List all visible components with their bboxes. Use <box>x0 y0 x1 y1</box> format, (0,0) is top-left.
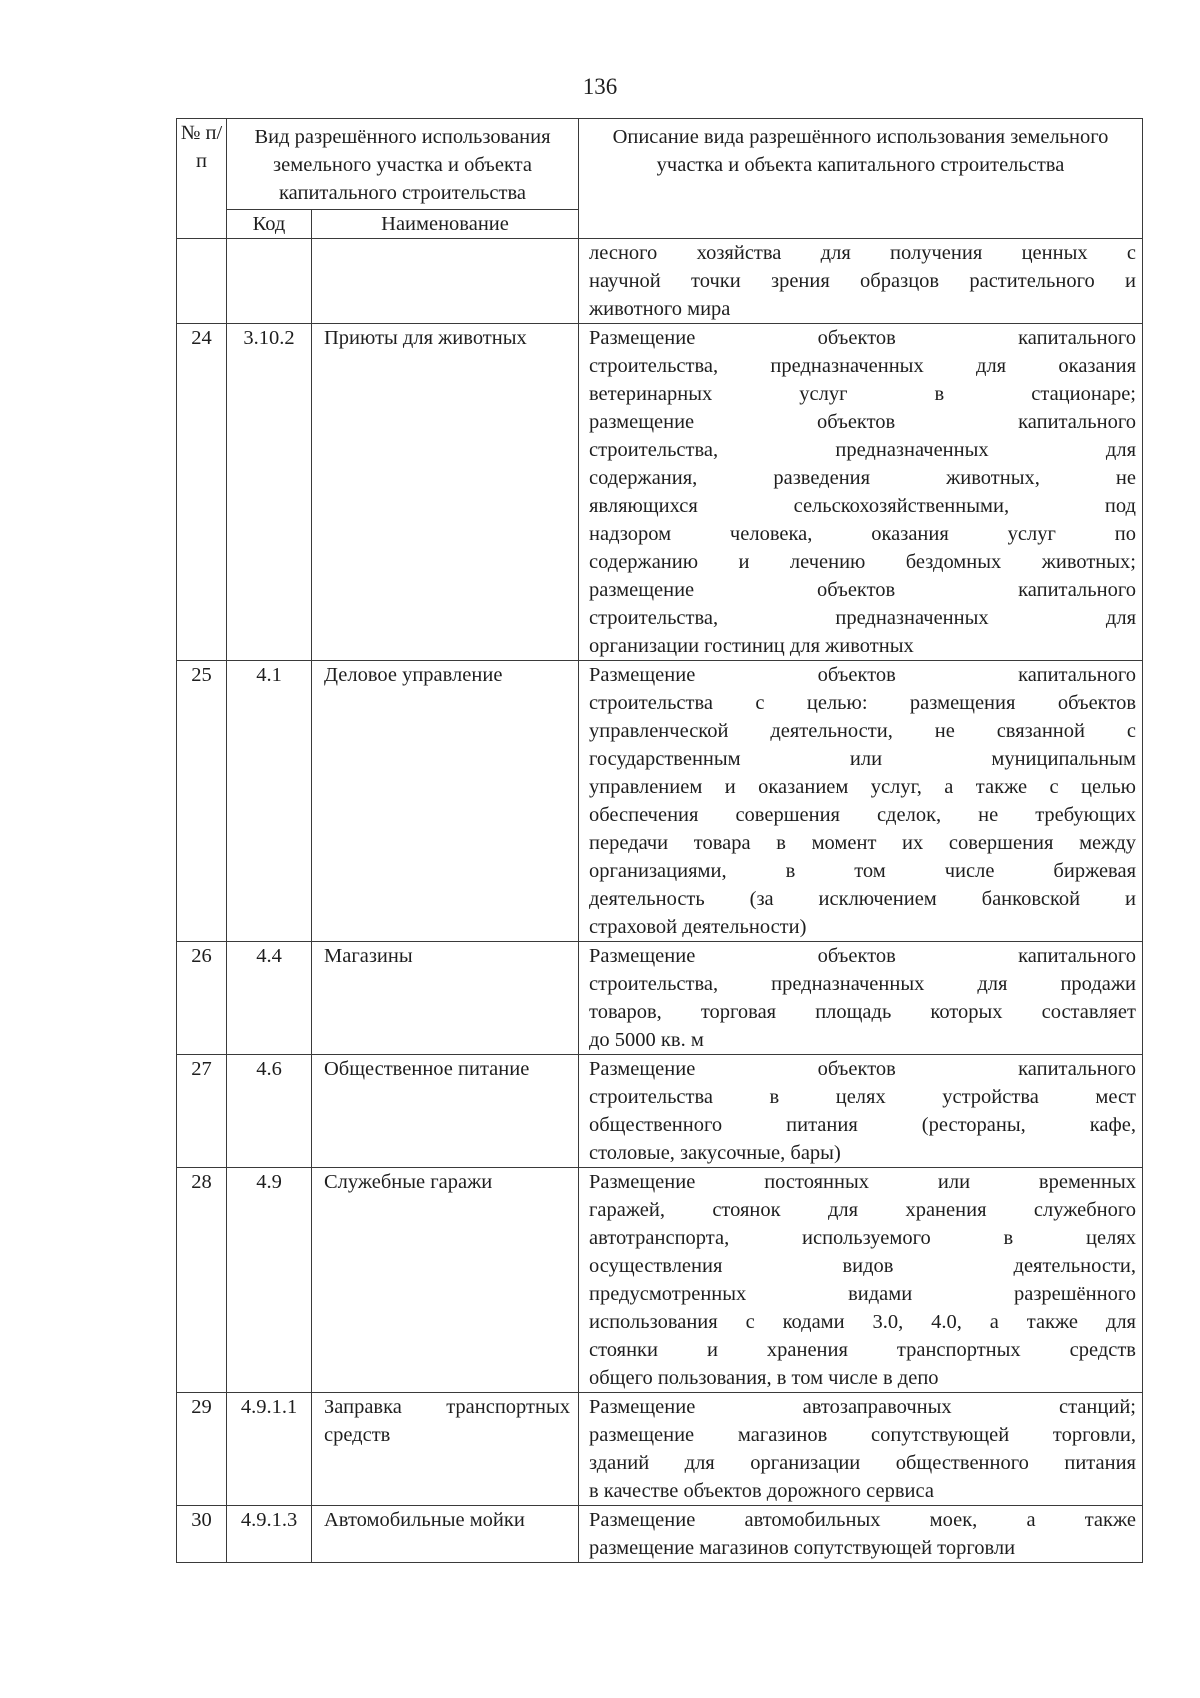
row-name-line: Автомобильные мойки <box>324 1509 525 1531</box>
row-description-line: Размещение объектов капитального <box>589 945 1136 967</box>
row-name <box>312 239 579 324</box>
row-description-line: строительства, предназначенных для оказания <box>589 355 1136 377</box>
row-description-line: страховой деятельности) <box>589 916 807 938</box>
row-description-line: строительства с целью: размещения объектов <box>589 692 1136 714</box>
row-name-line: Магазины <box>324 945 413 967</box>
row-name <box>312 1393 579 1506</box>
row-description-line: надзором человека, оказания услуг по <box>589 523 1136 545</box>
row-number: 24 <box>177 324 227 661</box>
row-description-line: содержанию и лечению бездомных животных; <box>589 551 1136 573</box>
row-number: 28 <box>177 1168 227 1393</box>
row-description-line: организациями, в том числе биржевая <box>589 860 1136 882</box>
row-description-line: управлением и оказанием услуг, а также с целью <box>589 776 1136 798</box>
row-code <box>227 239 312 324</box>
header-name: Наименование <box>312 210 579 239</box>
row-description <box>579 1168 1143 1393</box>
table-row <box>177 1055 1143 1168</box>
table-row <box>177 239 1143 324</box>
row-description-line: Размещение автомобильных моек, а также <box>589 1509 1136 1531</box>
row-description-line: стоянки и хранения транспортных средств <box>589 1339 1136 1361</box>
row-description-line: строительства, предназначенных для <box>589 607 1136 629</box>
row-description <box>579 942 1143 1055</box>
row-description-line: зданий для организации общественного питания <box>589 1452 1136 1474</box>
row-description-line: строительства, предназначенных для продажи <box>589 973 1136 995</box>
row-name <box>312 661 579 942</box>
row-code: 4.9.1.3 <box>227 1506 312 1563</box>
row-description-line: осуществления видов деятельности, <box>589 1255 1136 1277</box>
row-description-line: являющихся сельскохозяйственными, под <box>589 495 1136 517</box>
header-code: Код <box>227 210 312 239</box>
row-description <box>579 1506 1143 1563</box>
row-description-line: передачи товара в момент их совершения между <box>589 832 1136 854</box>
row-code: 4.6 <box>227 1055 312 1168</box>
header-description: Описание вида разрешённого использования земельного участка и объекта капитального строительства <box>579 119 1143 239</box>
table-row <box>177 1506 1143 1563</box>
row-name-line: Служебные гаражи <box>324 1171 493 1193</box>
table-row <box>177 1393 1143 1506</box>
row-description <box>579 239 1143 324</box>
row-code: 4.1 <box>227 661 312 942</box>
row-description-line: гаражей, стоянок для хранения служебного <box>589 1199 1136 1221</box>
row-description-line: общего пользования, в том числе в депо <box>589 1367 939 1389</box>
row-name-line: средств <box>324 1424 391 1446</box>
table-row <box>177 1168 1143 1393</box>
table-row <box>177 324 1143 661</box>
row-description <box>579 1393 1143 1506</box>
row-code: 4.9.1.1 <box>227 1393 312 1506</box>
row-description-line: строительства в целях устройства мест <box>589 1086 1136 1108</box>
header-land-use-kind: Вид разрешённого использования земельного участка и объекта капитального строительства <box>227 119 579 210</box>
row-number: 27 <box>177 1055 227 1168</box>
row-number <box>177 239 227 324</box>
row-name-line: Общественное питание <box>324 1058 530 1080</box>
row-name-line: Деловое управление <box>324 664 503 686</box>
row-code: 4.9 <box>227 1168 312 1393</box>
row-description-line: столовые, закусочные, бары) <box>589 1142 841 1164</box>
row-description-line: содержания, разведения животных, не <box>589 467 1136 489</box>
row-name <box>312 1055 579 1168</box>
row-description-line: научной точки зрения образцов растительного и <box>589 270 1136 292</box>
row-description <box>579 1055 1143 1168</box>
row-description-line: обеспечения совершения сделок, не требующих <box>589 804 1136 826</box>
row-code: 3.10.2 <box>227 324 312 661</box>
row-description-line: размещение объектов капитального <box>589 411 1136 433</box>
row-description-line: до 5000 кв. м <box>589 1029 704 1051</box>
row-description-line: использования с кодами 3.0, 4.0, а также для <box>589 1311 1136 1333</box>
row-description-line: управленческой деятельности, не связанной с <box>589 720 1136 742</box>
page-number: 136 <box>582 74 618 99</box>
table-body <box>177 239 1143 1563</box>
table-row <box>177 942 1143 1055</box>
row-number: 30 <box>177 1506 227 1563</box>
row-description-line: лесного хозяйства для получения ценных с <box>589 242 1136 264</box>
row-description-line: общественного питания (рестораны, кафе, <box>589 1114 1136 1136</box>
row-number: 25 <box>177 661 227 942</box>
row-description-line: ветеринарных услуг в стационаре; <box>589 383 1136 405</box>
header-row-main <box>177 119 1143 210</box>
row-code: 4.4 <box>227 942 312 1055</box>
row-name <box>312 1168 579 1393</box>
header-number: № п/п <box>177 119 227 239</box>
row-name-line: Приюты для животных <box>324 327 527 349</box>
row-name <box>312 942 579 1055</box>
row-description-line: в качестве объектов дорожного сервиса <box>589 1480 934 1502</box>
row-description-line: размещение магазинов сопутствующей торговли, <box>589 1424 1136 1446</box>
row-description-line: Размещение автозаправочных станций; <box>589 1396 1136 1418</box>
row-name-line: Заправка транспортных <box>324 1396 570 1418</box>
row-description-line: автотранспорта, используемого в целях <box>589 1227 1136 1249</box>
row-description-line: Размещение постоянных или временных <box>589 1171 1136 1193</box>
row-description-line: Размещение объектов капитального <box>589 1058 1136 1080</box>
row-number: 26 <box>177 942 227 1055</box>
row-description <box>579 661 1143 942</box>
row-description-line: Размещение объектов капитального <box>589 664 1136 686</box>
row-name <box>312 1506 579 1563</box>
land-use-table <box>176 118 1143 1563</box>
row-description-line: Размещение объектов капитального <box>589 327 1136 349</box>
row-description-line: животного мира <box>589 298 731 320</box>
table-row <box>177 661 1143 942</box>
row-description <box>579 324 1143 661</box>
row-description-line: размещение магазинов сопутствующей торговли <box>589 1537 1016 1559</box>
row-description-line: деятельность (за исключением банковской и <box>589 888 1136 910</box>
row-number: 29 <box>177 1393 227 1506</box>
row-description-line: товаров, торговая площадь которых составляет <box>589 1001 1136 1023</box>
row-description-line: государственным или муниципальным <box>589 748 1136 770</box>
row-description-line: размещение объектов капитального <box>589 579 1136 601</box>
row-description-line: организации гостиниц для животных <box>589 635 914 657</box>
row-name <box>312 324 579 661</box>
row-description-line: строительства, предназначенных для <box>589 439 1136 461</box>
row-description-line: предусмотренных видами разрешённого <box>589 1283 1136 1305</box>
